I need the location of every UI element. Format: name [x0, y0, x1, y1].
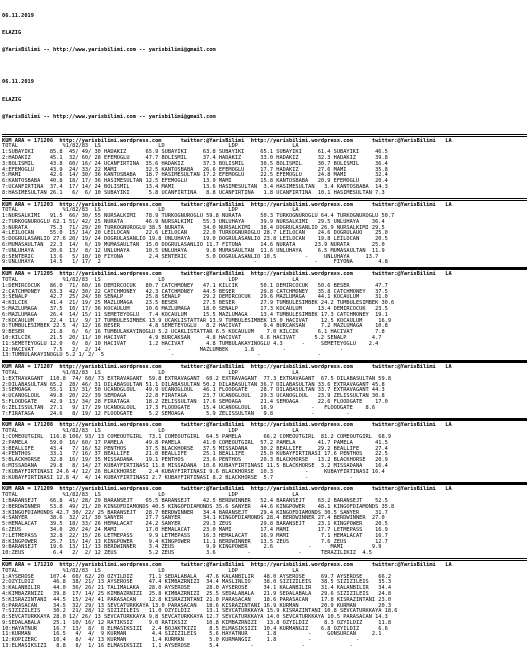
result-row: 8:SEVCATURKKAYA 28.0 12/ 26/ 13 SEVCATURKKAYA 9.8 SEVCATURKKAYA 12.7 SEVCATURKKAYA 14.0 SEVCATURKKAYA 10.5 PARASACAN 14.3: [2, 614, 388, 621]
result-row: 1:BARANSEJT 66.8 41/ 28/ 29 BARANSEJT 65.5 BARANSEJT 42.5 BERDWINNER 52.4 BARANSEJT 63.2 BARANSEJT 52.5: [2, 497, 388, 504]
race-block-columns: TOTAL %1/82/83 LS LD LDP LA: [2, 492, 299, 499]
race-block-title: KUM ARA = 171206 http://yarisbilimi.wordpress.com twitter:@YarisBilimi http://yarisbilimi.wordpress.com twitter:@YarisBilimi LA: [2, 137, 452, 144]
result-row: 5:MAZLUMAGA 37.5 10/ 17/ 36 KOCAULUM 10.6 MAZLUMAGA 18.0 SENALP 17.3 KOCAULUM 13.4 DEMIRCOCUK 23.5: [2, 306, 388, 313]
result-row: 1:COMEOUTGIRL 116.8 106/ 93/ 13 COMEOUTGIRL 73.1 COMEOUTGIRL 64.5 PAMELA 66.2 COMEOUTGIRL 81.2 COMEOUTGIRL 68.9: [2, 433, 392, 440]
result-row: 3:SENALP 42.7 25/ 24/ 30 SENALP 25.8 SENALP 29.2 DEMIRCOCUK 29.6 MAZLUMAGA 44.1 KOCAULUM 31.0: [2, 294, 388, 301]
result-row: 1:DEMIRCOCUK 86.0 71/ 60/ 16 DEMIRCOCUK 80.7 CATCHMONEY 47.1 KILCIK 50.1 DEMIRCOCUK 50.6 BESER 47.7: [2, 282, 388, 289]
result-row: 10:ZEUS 6.4 2/ 2/ 12 ZEUS 5.2 ZEUS 3.6 - - TERAZILIKIZ 4.5: [2, 550, 372, 557]
section-separator: [2, 198, 527, 202]
result-row: 9:SEDALABALA 25.1 10/ 16/ 12 RATIKSIZ 9.0 RATIKSIZ 10.8 KIMBAZRNIZI 13.8 OZYILDIZ 8.3 OZYILDIZ 11.8: [2, 619, 392, 626]
result-row: 5:DOGRULASANLIO 27.6 20/ 19/ 24 DOGRULASANLIO 19.8 UNLUHAYA 19.0 DOGRULASANLIO 23.8 LEILOCAN 19.8 LEILOCAN 20.5: [2, 236, 388, 243]
result-row: 2:OZYILDIZ 46.8 38/ 21/ 13 AYSEROSE 47.4 KIMBAZRNIZI 34.4 MASLINLIO 38.0 SIZIZILEIS 38.5 SIZIZILEIS 35.3: [2, 579, 392, 586]
race-block-columns: TOTAL %1/82/83 LS LD LDP LA: [2, 370, 299, 377]
race-block-columns: TOTAL %1/82/83 LS LD LDP LA: [2, 567, 299, 574]
race-block-title: KUM ARA = 171210 http://yarisbilimi.wordpress.com twitter:@YarisBilimi http://yarisbilimi.wordpress.com twitter:@YarisBilimi LA: [2, 561, 452, 568]
result-row: 3:NURATA 75.3 71/ 29/ 20 TURKOGNUROGLU 38.5 NURATA 34.0 NURSALKIMI 38.4 DOGRULASANLIO 26.9 NURSALKIMI 29.5: [2, 224, 385, 231]
result-row: 8:HASIMESULTAN 26.1 6/ 6/ 10 SUBAYIKI 5.8 UCANFIRTINA 8.8 UCANFIRTINA 1.8 UCANFIRTINA 10.1 HASIMESULTAN 7.3: [2, 189, 385, 196]
race-block-columns: TOTAL %1/82/83 LS LD LDP LA: [2, 207, 299, 214]
result-row: 4:EFEMOGLU 43.9 24/ 33/ 22 MAMI 32.5 KANTOSBABA 26.6 EFEMOGLU 17.7 HADAKIZ 27.6 MAMI 35.8: [2, 166, 388, 173]
result-row: 13:TUMBULAKAYINOGLU 5.2 1/ 2/ 5 - - -: [2, 352, 321, 359]
result-row: 6:KANTOSBABA 40.8 18/ 17/ 36 HASIMESULTAN 12.5 EFEMOGLU 13.9 MAMI 15.8 KANTOSBABA 20.9 EFEMOGLU 20.4: [2, 178, 388, 185]
report-credit: @YarisBilimi -- http://www.yarisbilimi.com -- yarisbilimi@gmail.com: [2, 47, 216, 54]
report-date-repeat: 06.11.2019: [2, 79, 34, 86]
result-row: 13:ELMASIKSIZI 8.8 8/ 1/ 16 ELMASIKSIZI 1.1 AYSEROSE 5.4 - - -: [2, 643, 353, 650]
result-row: 1:SUBAYIKI 85.8 45/ 49/ 30 HADAKIZ 65.9 SUBAYIKI 63.8 SUBAYIKI 65.1 SUBAYIKI 61.4 SUBAYIKI 46.5: [2, 149, 388, 156]
result-row: 7:UCANFIRTINA 37.4 17/ 14/ 24 BOLISMIL 13.4 MAMI 13.6 HASIMESULTAN 3.4 HASIMESULTAN 3.4 KANTOSBABA 14.3: [2, 183, 388, 190]
result-row: 8:SENTERIC 13.6 5/ 10/ 10 FIYONA 2.4 SENTERIC 5.0 DOGRULASANLIO 10.5 - UNLUHAYA 13.7: [2, 253, 379, 260]
result-row: 6:MISSADANA 29.8 8/ 14/ 27 KUBAYFIRTINASI 11.8 MISSADANA 10.6 KUBAYFIRTINASI 11.5 BLACKHORSE 3.2 MISSADANA 16.4: [2, 462, 388, 469]
result-row: 7:SIZIZILEIS 30.2 21/ 28/ 12 SIZIZILEIS 11.0 OZYILDIZ 13.1 SEVCATURKKAYA 15.9 KISRAZINTANI 10.8 SEVCATURKKAYA 18.6: [2, 608, 398, 615]
race-block-columns: TOTAL %1/82/83 LS LD LDP LA: [2, 277, 299, 284]
report-place-repeat: ELAZIG: [2, 96, 22, 103]
race-block-title: KUM ARA = 171203 http://yarisbilimi.wordpress.com twitter:@YarisBilimi http://yarisbilimi.wordpress.com twitter:@YarisBilimi LA: [2, 201, 452, 208]
result-row: 11:KURMAN 16.5 4/ 4/ 9 KURMAN 4.4 SIZIZILEIS 5.6 HAYATNUR 1.8 - GONSURCAN 2.1: [2, 631, 382, 638]
result-row: 7:FIRATAGA 24.6 8/ 19/ 12 FLOODGATE 5.2 SEMOAGA 5.9 ZELISSULTAN 9.8 - -: [2, 410, 350, 417]
result-row: 10:KILCIK 21.5 20/ 11/ 10 HACIVAT 4.9 BURCAKSAN 4.8 HACIVAT 6.6 HACIVAT 5.2 SENALP 4.7: [2, 335, 382, 342]
result-row: 9:UNLUHAYA 14.5 1/ 17/ 2 - - - FIYONA 4.8: [2, 259, 388, 266]
result-row: 2:BERDWINNER 53.8 49/ 21/ 20 KINGOFDIAMONDS 40.5 KINGOFDIAMONDS 35.6 SANYER 44.6 KINGPOWER 48.1 KINGOFDIAMONDS 35.8: [2, 503, 395, 510]
race-block-columns: TOTAL %1/82/83 LS LD LDP LA: [2, 143, 299, 150]
result-row: 9:BESER 21.8 6/ 6/ 16 TUMBULAKAYINOGLU 5.2 UCAKLISTATTAR 6.5 KOCAULUM 7.0 KILCIK 6.1 HACIVAT 7.8: [2, 329, 385, 336]
result-row: 1:AYSEROSE 107.4 60/ 62/ 20 OZYILDIZ 71.1 SEDALABALA 47.6 KALANBILIR 48.0 AYSEROSE 69.7 AYSEROSE 66.2: [2, 573, 392, 580]
race-blocks: [2, 134, 527, 650]
result-row: 4:LEILOCAN 55.0 15/ 14/ 20 LEILOCAN 22.6 LEILOCAN 22.0 TURKOGNUROGLU 28.7 LEILOCAN 24.6 DOGRULAUO 25.0: [2, 230, 388, 237]
result-row: 2:TURKOGNUROGLU 62.1 51/ 42/ 25 NURATA 46.9 NURSALKIMI 55.3 UNLUHAYA 39.9 NURSALKIMI 29.5 UNLUHAYA 36.4: [2, 218, 385, 225]
result-row: 12:KOPIZERC 10.4 8/ 4/ 13 KURMAN 1.4 KURMAN 5.0 KURMANGIZ 1.8 - -: [2, 637, 360, 644]
result-row: 7:LETMEPASS 32.8 22/ 15/ 26 LETMEPASS 9.9 LETMEPASS 16.3 HEMALACAT 16.9 MAMI 7.1 HEMALACAT 16.7: [2, 532, 388, 539]
result-row: 6:ZELISSULTAN 27.1 9/ 17/ 29 UCANOGLOUL 17.3 FLOODGATE 15.4 UCANOGLOUL 16.9 - FLOODGATE 8.6: [2, 404, 376, 411]
race-block-title: KUM ARA = 171208 http://yarisbilimi.wordpress.com twitter:@YarisBilimi http://yarisbilimi.wordpress.com twitter:@YarisBilimi LA: [2, 422, 452, 429]
result-row: 5:MAMI 42.6 14/ 30/ 36 KANTOSBABA 18.7 HASIMESULTAN 17.2 EFEMOGLU 22.5 EFEMOGLU 24.8 MAMI 32.4: [2, 172, 388, 179]
result-row: 7:KUBAYFIRTINASI 24.6 4/ 12/ 26 BLACKHORSE 2.4 KUBAYFIRTINASI 9.6 BLACKHORSE 10.3 - KUBAYFIRTINASI 16.4: [2, 468, 385, 475]
result-row: 8:KUBAYFIRTINASI 12.8 4/ 4/ 14 KUBAYFIRTINASI 2.7 KUBAYFIRTINASI 8.2 BLACKHORSE 5.7 - -: [2, 474, 353, 481]
result-row: 3:KINGOFDIAMONDS 42.7 30/ 22/ 25 BARANSEJT 28.7 BERDWINNER 34.4 BARANSEJT 29.4 KINGOFDIAMONDS 30.5 SANYER 31.7: [2, 509, 388, 516]
result-row: 3:BOLISMIL 43.8 60/ 16/ 24 UCANFIRTINA 35.6 HADAKIZ 37.3 BOLISMIL 30.5 BOLISMIL 30.7 BOLISMIL 36.4: [2, 160, 388, 167]
result-row: 3:KALANBILIR 44.0 36/ 26/ 21 TALIMALAKA 28.0 AYSEROSE 28.0 AYSEROSE 34.1 KALANBILIR 31.4 KALANBILIR 34.4: [2, 585, 392, 592]
result-row: 4:KIMBAZRNIZI 39.8 17/ 14/ 25 KIMBAZRNIZI 25.8 KIMBAZRNIZI 25.5 SEDALABALA 21.9 SEDALABALA 29.6 SIZIZILEIS 24.8: [2, 590, 392, 597]
race-block-title: KUM ARA = 171205 http://yarisbilimi.wordpress.com twitter:@YarisBilimi http://yarisbilimi.wordpress.com twitter:@YarisBilimi LA: [2, 271, 452, 278]
result-row: 2:CATCHMONEY 63.3 42/ 30/ 22 CATCHMONEY 42.3 CATCHMONEY 44.5 BESER 29.8 CATCHMONEY 35.8 CATCHMONEY 37.5: [2, 288, 388, 295]
result-row: 5:BLACKHORSE 32.8 16/ 19/ 35 MISSADANA 19.1 PENTHOS 23.6 PENTHOS 20.3 BLACKHORSE 13.2 BLACKHORSE 20.9: [2, 457, 388, 464]
result-row: 8:KINGPOWER 25.7 15/ 14/ 13 KINGPOWER 9.4 KINGPOWER 11.1 BERDWINNER 13.5 ZEUS 7.6 ZEUS 12.7: [2, 538, 388, 545]
result-row: 5:FLOODGATE 42.9 13/ 34/ 28 FIRATAGA 18.2 ZELISSULTAN 17.6 SEMOAGA 21.4 SEMOAGA 22.6 FLOODGATE 17.0: [2, 399, 388, 405]
report-place: ELAZIG: [2, 29, 22, 36]
report-date: 06.11.2019: [2, 12, 34, 19]
result-row: 6:MUMASAULTAN 22.3 14/ 6/ 19 MUMASAULTAN 15.0 DOGRULASANLIO 11.7 FITONA 14.6 NURATA 23.9 NURATA 25.0: [2, 242, 385, 249]
result-row: 5:HEMALACAT 39.5 18/ 33/ 26 HEMALACAT 24.2 SANYER 29.3 ZEUS 29.8 BARANSEJT 23.1 KINGPOWER 20.5: [2, 521, 388, 528]
result-row: 4:SANYER 38.6 32/ 21/ 30 SANYER 27.7 SANYER 34.1 KINGOFDIAMONDS 28.4 BERDWINNER 27.4 BERDWINNER 27.0: [2, 515, 385, 522]
result-row: 3:SEMOAGA 55.1 13/ 31/ 50 UCANOGLOUL 49.9 UCANOGLOUL 46.1 FLOODGATE 28.7 DILABASULTAN 33.7 EXTRAVAGANT 44.3: [2, 387, 385, 394]
result-row: 1:EXTRAVAGANT 110.8 74/ 60/ 73 EXTRAVAGANT 59.8 EXTRAVAGANT 60.2 EXTRAVAGANT 77.3 EXTRAVAGANT 67.5 DILABASULTAN 59.8: [2, 375, 392, 382]
result-row: 6:PARASACAN 34.5 32/ 29/ 13 SEVCATURKKAYA 13.0 PARASACAN 18.6 KISRAZINTANI 16.9 KURMAN 20.9 KURMAN 20.3: [2, 602, 392, 609]
result-row: 7:KOCAULUM 22.4 11/ 9/ 17 TUMBULESIMBEK 13.9 UCAKLISTATTAR 13.9 TUMBULESIMBEK 15.0 HACIVAT 12.5 KOCAULUM 16.9: [2, 317, 392, 324]
result-row: 9:BARANSEJT 19.6 13/ 11/ 13 BERDWINNER 3.4 ZEUS 9.9 KINGPOWER 2.6 - MAMI 9.9: [2, 544, 382, 551]
result-row: 2:PAMELA 59.0 16/ 60/ 17 PAMELA 49.8 PAMELA 41.0 COMEOUTGIRL 57.2 PAMELA 41.7 PAMELA 41.5: [2, 439, 388, 446]
result-row: 3:BEALLIFE 43.4 7/ 16/ 52 PENTHOS 37.5 BLACKHORSE 37.5 MISSADANA 30.2 BEALLIFE 29.2 BEALLIFE 27.4: [2, 445, 388, 452]
race-block-title: KUM ARA = 171209 http://yarisbilimi.wordpress.com twitter:@YarisBilimi http://yarisbilimi.wordpress.com twitter:@YarisBilimi LA: [2, 486, 452, 493]
result-row: 6:ZEUS 34.0 20/ 24/ 24 MAMI 17.0 HEMALACAT 23.0 MAMI 17.4 MAMI 17.7 LETMEPASS 16.9: [2, 526, 388, 533]
result-row: 10:HAYATNUR 16.7 13/ 8/ 8 ELMASIKSIZI 2.4 BOJAKTKIZI 8.5 ELMASIKSIZI 10.4 KURMANGIZ 6.8 OZYILDIZ 6.6: [2, 625, 388, 632]
race-block-columns: TOTAL %1/82/83 LS LD LDP LA: [2, 428, 299, 435]
result-row: 2:HADAKIZ 45.1 32/ 60/ 28 EFEMOGLU 47.7 BOLISMIL 37.4 HADAKIZ 33.0 HADAKIZ 32.3 HADAKIZ 39.8: [2, 154, 388, 161]
result-row: 8:TUMBULESIMBEK 22.5 4/ 12/ 16 BESER 4.8 SEMETEYOGLU 8.2 HACIVAT 9.4 BURCAKSAN 7.2 MAZLUMAGA 10.8: [2, 323, 388, 330]
report-credit-repeat: @YarisBilimi -- http://www.yarisbilimi.com -- yarisbilimi@gmail.com: [2, 114, 216, 121]
result-row: 4:PENTHOS 33.1 7/ 16/ 37 BEALLIFE 21.0 BEALLIFE 25.1 BEALLIFE 25.0 KUBAYFIRTINASI 17.6 PENTHOS 22.5: [2, 451, 388, 458]
race-block-title: KUM ARA = 171207 http://yarisbilimi.wordpress.com twitter:@YarisBilimi http://yarisbilimi.wordpress.com twitter:@YarisBilimi LA: [2, 364, 452, 371]
result-row: 4:KILCIK 41.4 21/ 19/ 25 MAZLUMAGA 23.5 BESER 27.5 BESER 27.9 TUMBULESIMBEK 24.2 TUMBULESIMBEK 30.6: [2, 300, 395, 307]
result-row: 11:SEMETEYOGLU 12.0 6/ 8/ 10 HACIVAT 1.2 HACIVAT 4.8 TUMBULAKAYINOGLU 4.3 - SEMETEYOGLU 2.4: [2, 340, 379, 347]
result-row: 12:HACIVAT 7.5 2/ 2/ 14 - MAZLUMBEK 1.8 - -: [2, 346, 344, 353]
result-row: 5:KISRAZINTANI 44.5 15/ 24/ 41 PARASACAN 12.8 KISRAZINTANI 21.0 PARASACAN 18.6 PARASACAN 17.8 KISRAZINTANI 23.0: [2, 596, 392, 603]
result-row: 2:DILABASULTAN 65.2 28/ 46/ 31 DILABASULTAN 51.1 DILABASULTAN 50.2 DILABASULTAN 36.7 DILABASULTAN 33.6 EXTRAVAGANT 45.8: [2, 381, 385, 388]
result-row: 1:NURSALKIMI 91.5 66/ 30/ 55 NURSALKIMI 78.9 TURKOGNUROGLU 59.8 NURATA 50.3 TURKOGNUROGLU 64.4 TURKOGNUROGLU 50.7: [2, 213, 395, 220]
section-separator: [2, 134, 527, 138]
result-row: 6:MAZLUMAGA 26.4 14/ 15/ 11 SEMETEYOGLU 7.4 KOCAULUM 15.5 MAZLUMAGA 13.4 TUMBULESIMBEK 17.3 CATCHMONEY 19.1: [2, 311, 388, 318]
result-row: 7:UNLUHAYA 20.6 13/ 8/ 12 UNLUHAYA 10.5 UNLUHAYA 9.8 MUMASAULTAN 11.6 UNLUHAYA 6.5 MUMASAULTAN 11.9: [2, 247, 385, 254]
result-row: 4:UCANOGLOUL 49.8 20/ 22/ 39 SEMOAGA 22.8 FIRATAGA 23.7 UCANOGLOUL 29.3 UCANOGLOUL 23.9 ZELISSULTAN 30.8: [2, 393, 385, 400]
results-document: [2, 2, 527, 650]
